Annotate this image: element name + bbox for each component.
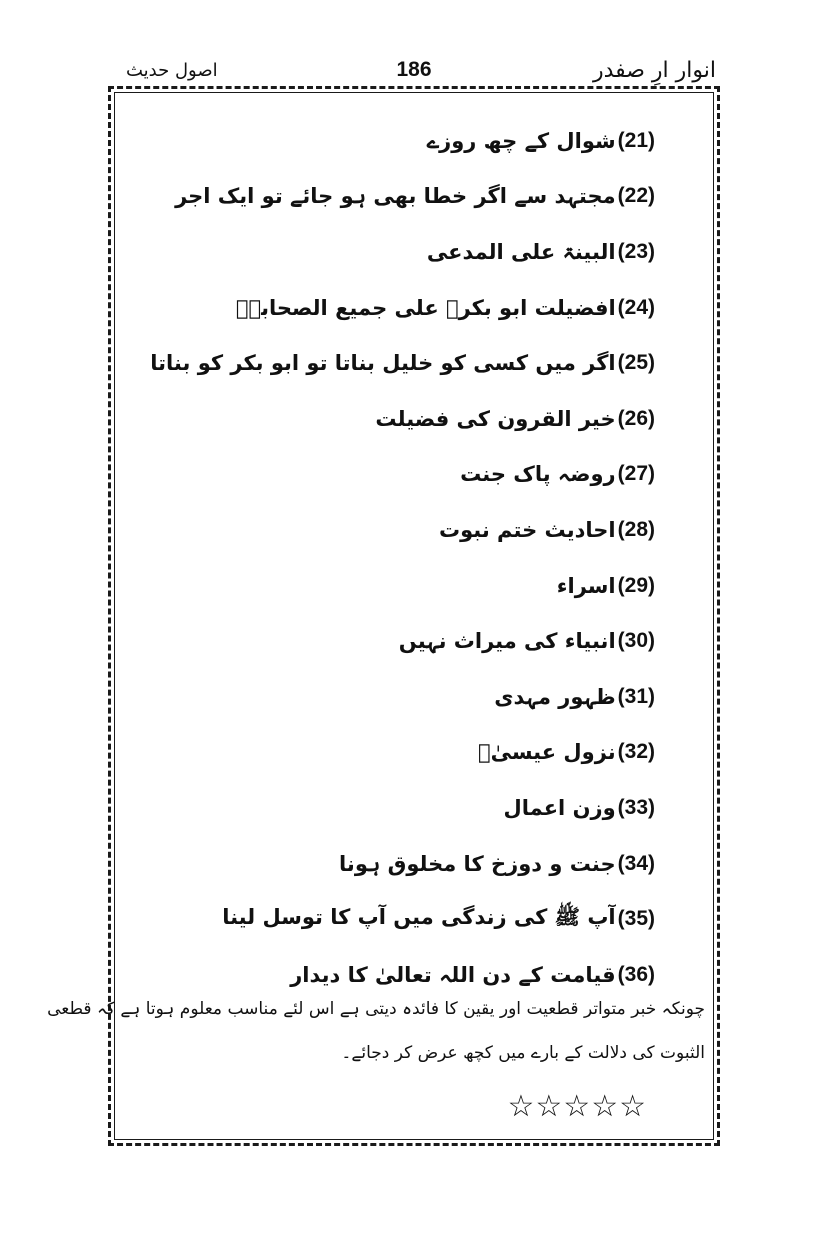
item-number: (35): [617, 907, 655, 931]
item-text: روضہ پاک جنت: [460, 462, 616, 487]
item-number: (22): [617, 184, 655, 208]
numbered-list: [111, 113, 717, 1003]
item-text: قیامت کے دن اللہ تعالیٰ کا دیدار: [290, 962, 616, 987]
list-item: [111, 558, 717, 614]
item-number: (23): [617, 239, 655, 263]
list-item: [111, 169, 717, 225]
item-number: (34): [617, 851, 655, 875]
item-number: (33): [617, 795, 655, 819]
list-item: [111, 891, 717, 947]
item-number: (21): [617, 128, 655, 152]
item-text: انبیاء کی میراث نہیں: [398, 629, 616, 654]
list-item: [111, 780, 717, 836]
item-number: (25): [617, 351, 655, 375]
item-text: وزن اعمال: [503, 795, 616, 820]
list-item: [111, 836, 717, 892]
paragraph-line-1: چونکہ خبر متواتر قطعیت اور یقین کا فائدہ دیتی ہے اس لئے مناسب معلوم ہوتا ہے کہ قطعی: [47, 999, 705, 1019]
list-item: [111, 502, 717, 558]
item-text: البینۃ علی المدعی: [426, 239, 616, 264]
list-item: [111, 224, 717, 280]
page-border-frame: [47, 86, 720, 1146]
list-item: [111, 113, 717, 169]
list-item: [111, 391, 717, 447]
closing-paragraph: [47, 987, 705, 1075]
item-text: ظہور مہدی: [494, 684, 616, 709]
item-number: (24): [617, 295, 655, 319]
item-number: (32): [617, 740, 655, 764]
item-number: (36): [617, 962, 655, 986]
page-number: 186: [396, 58, 432, 81]
chapter-title: اصول حدیث: [126, 60, 218, 81]
list-item: [111, 669, 717, 725]
list-item: [111, 613, 717, 669]
item-text: اسراء: [556, 573, 616, 598]
star-ornament: ☆☆☆☆☆: [507, 1089, 647, 1124]
item-text: شوال کے چھ روزے: [426, 128, 616, 153]
book-title: انوار ارِ صفدر: [592, 58, 716, 83]
item-text: افضیلت ابو بکرؓ علی جمیع الصحابہؓ: [235, 295, 616, 320]
item-text: آپ ﷺ کی زندگی میں آپ کا توسل لینا: [222, 904, 616, 929]
list-item: [111, 725, 717, 781]
list-item: [111, 447, 717, 503]
item-number: (27): [617, 462, 655, 486]
list-item: [111, 280, 717, 336]
item-number: (31): [617, 684, 655, 708]
item-number: (29): [617, 573, 655, 597]
item-number: (30): [617, 629, 655, 653]
item-text: جنت و دوزخ کا مخلوق ہونا: [339, 851, 616, 876]
item-text: نزول عیسیٰؑ: [477, 740, 616, 765]
item-number: (26): [617, 406, 655, 430]
item-text: احادیث ختم نبوت: [439, 517, 616, 542]
item-text: اگر میں کسی کو خلیل بناتا تو ابو بکر کو بناتا: [150, 351, 616, 376]
item-text: مجتہد سے اگر خطا بھی ہو جائے تو ایک اجر: [175, 184, 616, 209]
list-item: [111, 335, 717, 391]
paragraph-line-2: الثبوت کی دلالت کے بارے میں کچھ عرض کر دجائے۔: [341, 1043, 705, 1063]
item-number: (28): [617, 517, 655, 541]
item-text: خیر القرون کی فضیلت: [375, 406, 616, 431]
